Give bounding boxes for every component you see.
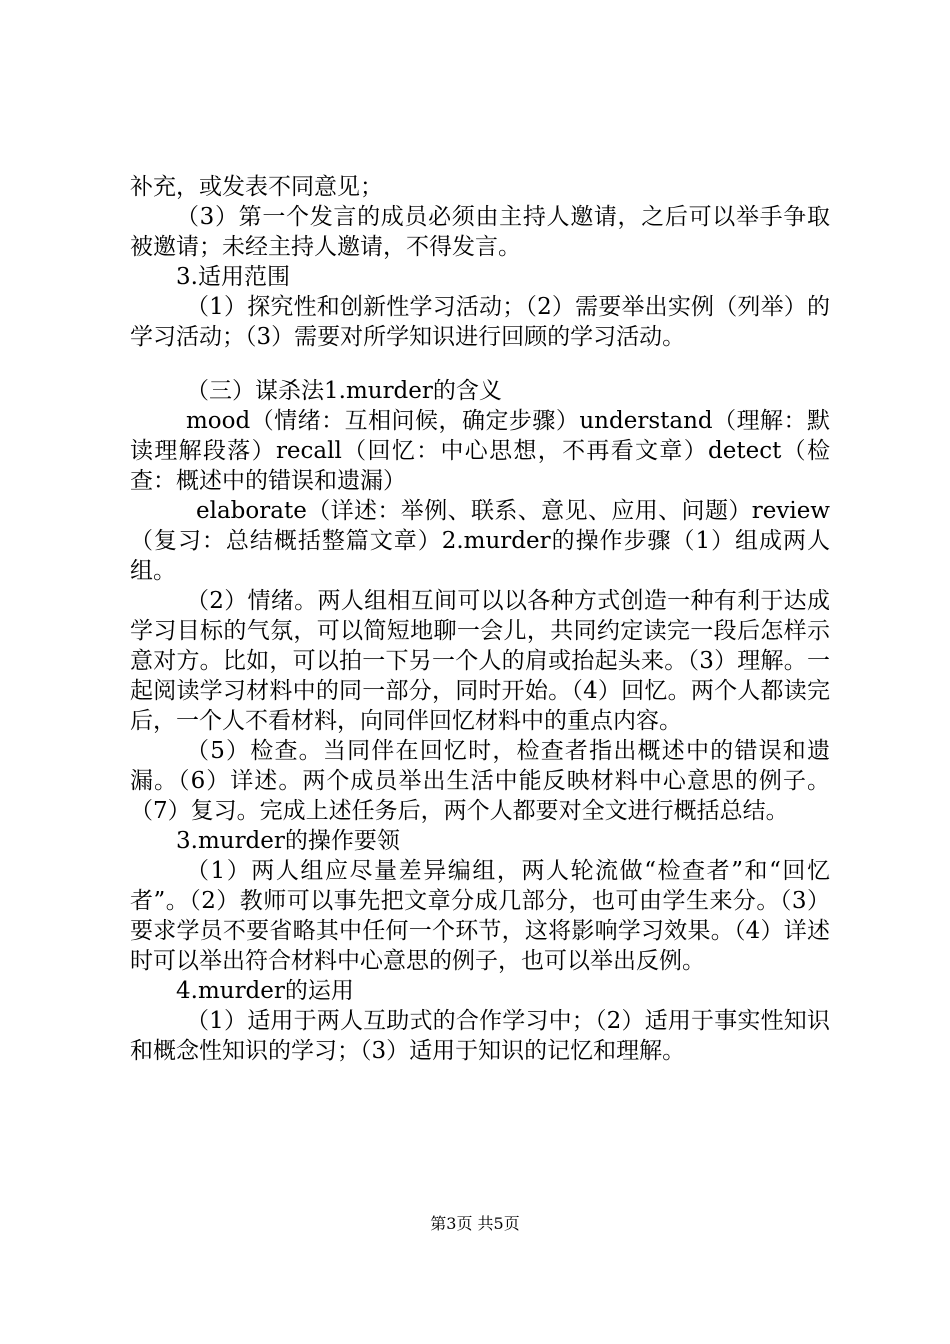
page-number: 第3页 共5页 [430, 1214, 520, 1233]
paragraph-murder-steps: （2）情绪。两人组相互间可以以各种方式创造一种有利于达成学习目标的气氛，可以简短地聊一会儿，共同约定读完一段后怎样示意对方。比如，可以拍一下另一个人的肩或抬起头来。（3）理解。一起阅读学习材料中的同一部分，同时开始。（4）回忆。两个人都读完后，一个人不看材料，向同伴回忆材料中的重点内容。 [130, 588, 830, 734]
heading-murder-usage: 4.murder的运用 [176, 978, 354, 1004]
heading-scope: 3.适用范围 [176, 264, 290, 290]
paragraph-murder-usage: （1）适用于两人互助式的合作学习中；（2）适用于事实性知识和概念性知识的学习；（3）适用于知识的记忆和理解。 [130, 1008, 830, 1064]
paragraph-murder-steps-intro: elaborate（详述：举例、联系、意见、应用、问题）review（复习：总结概括整篇文章）2.murder的操作步骤（1）组成两人组。 [130, 498, 830, 584]
paragraph-murder-essentials: （1）两人组应尽量差异编组，两人轮流做“检查者”和“回忆者”。（2）教师可以事先把文章分成几部分，也可由学生来分。（3）要求学员不要省略其中任何一个环节，这将影响学习效果。（4）详述时可以举出符合材料中心意思的例子，也可以举出反例。 [130, 858, 830, 974]
paragraph-scope-list: （1）探究性和创新性学习活动；（2）需要举出实例（列举）的学习活动；（3）需要对所学知识进行回顾的学习活动。 [130, 294, 830, 350]
paragraph-murder-steps-continued: （5）检查。当同伴在回忆时，检查者指出概述中的错误和遗漏。（6）详述。两个成员举出生活中能反映材料中心意思的例子。（7）复习。完成上述任务后，两个人都要对全文进行概括总结。 [130, 738, 830, 824]
document-body [130, 172, 830, 1066]
heading-murder-essentials: 3.murder的操作要领 [176, 828, 400, 854]
paragraph-continuation: 补充，或发表不同意见； [130, 174, 383, 200]
paragraph-murder-meaning: mood（情绪：互相问候，确定步骤）understand（理解：默读理解段落）recall（回忆：中心思想，不再看文章）detect（检查：概述中的错误和遗漏） [130, 408, 830, 494]
heading-murder-method: （三）谋杀法1.murder的含义 [186, 378, 502, 404]
paragraph-rule-3: （3）第一个发言的成员必须由主持人邀请，之后可以举手争取被邀请；未经主持人邀请，不得发言。 [130, 204, 830, 260]
